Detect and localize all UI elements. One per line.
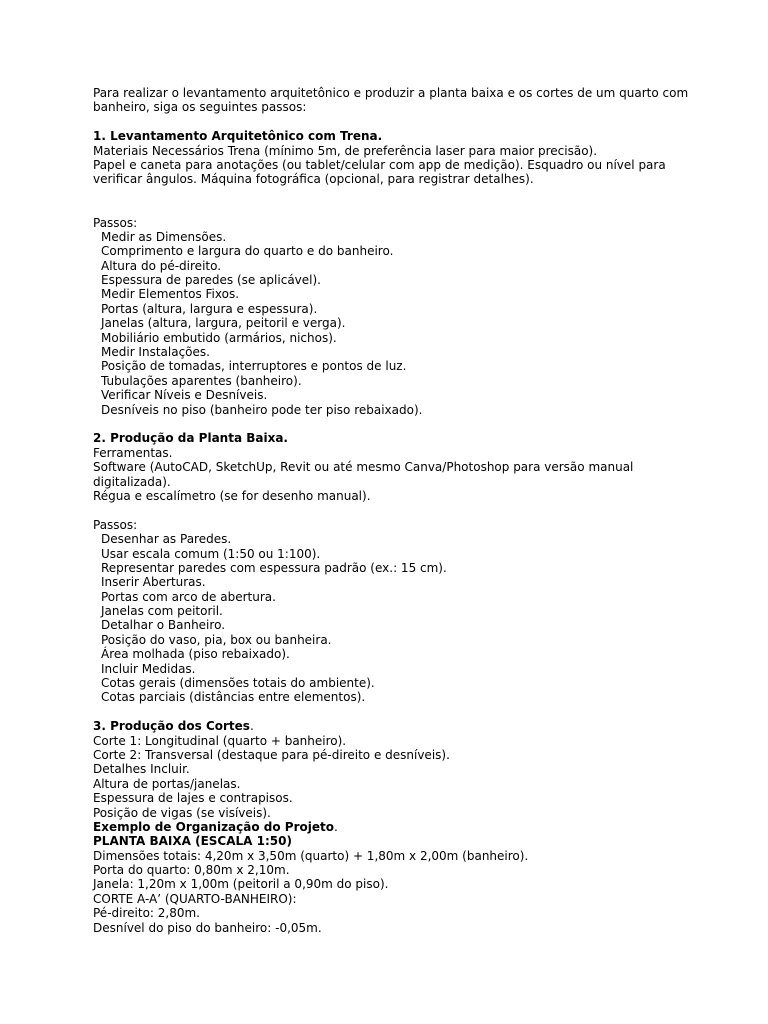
step-item: Janelas (altura, largura, peitoril e verga). xyxy=(101,316,346,331)
steps-label: Passos: xyxy=(93,215,138,230)
example-heading: Exemplo de Organização do Projeto xyxy=(93,819,334,834)
plan-line: Dimensões totais: 4,20m x 3,50m (quarto) + 1,80m x 2,00m (banheiro). xyxy=(93,848,529,863)
step-item: Altura do pé-direito. xyxy=(101,258,222,273)
section-3-heading-period: . xyxy=(249,719,254,734)
section-2 xyxy=(93,431,693,704)
cuts-line: Espessura de lajes e contrapisos. xyxy=(93,791,293,806)
section-1 xyxy=(93,129,693,417)
step-item: Medir Elementos Fixos. xyxy=(101,287,240,302)
tools-line: Régua e escalímetro (se for desenho manual). xyxy=(93,488,371,503)
step-item: Verificar Níveis e Desníveis. xyxy=(101,388,268,403)
step-item: Cotas parciais (distâncias entre elementos). xyxy=(101,690,366,705)
plan-line: Porta do quarto: 0,80m x 2,10m. xyxy=(93,863,290,878)
step-item: Portas com arco de abertura. xyxy=(101,589,276,604)
intro-line: Para realizar o levantamento arquitetônico e produzir a planta baixa e os cortes de um quarto com xyxy=(93,86,689,100)
materials-line: Papel e caneta para anotações (ou tablet/celular com app de medição). Esquadro ou nível para xyxy=(93,157,666,172)
cuts-line: Corte 1: Longitudinal (quarto + banheiro). xyxy=(93,733,347,748)
materials-line: Materiais Necessários Trena (mínimo 5m, de preferência laser para maior precisão). xyxy=(93,143,598,158)
intro-line: banheiro, siga os seguintes passos: xyxy=(93,100,307,115)
section-3-heading: 3. Produção dos Cortes xyxy=(93,719,250,734)
plan-line: Janela: 1,20m x 1,00m (peitoril a 0,90m do piso). xyxy=(93,877,389,892)
intro-paragraph xyxy=(93,86,693,115)
tools-line: Ferramentas. xyxy=(93,445,173,460)
step-item: Desenhar as Paredes. xyxy=(101,532,232,547)
steps-label: Passos: xyxy=(93,517,138,532)
step-item: Representar paredes com espessura padrão (ex.: 15 cm). xyxy=(101,560,447,575)
tools-line: digitalizada). xyxy=(93,474,171,489)
blank-line xyxy=(93,417,693,431)
tools-line: Software (AutoCAD, SketchUp, Revit ou até mesmo Canva/Photoshop para versão manual xyxy=(93,460,634,475)
plan-line: CORTE A-A’ (QUARTO-BANHEIRO): xyxy=(93,891,297,906)
example-heading-line xyxy=(93,820,693,834)
step-item: Medir as Dimensões. xyxy=(101,229,227,244)
example-heading-period: . xyxy=(334,819,338,834)
plan-line: Desnível do piso do banheiro: -0,05m. xyxy=(93,920,322,935)
materials-line: verificar ângulos. Máquina fotográfica (opcional, para registrar detalhes). xyxy=(93,172,534,187)
step-item: Área molhada (piso rebaixado). xyxy=(101,647,290,662)
step-item: Usar escala comum (1:50 ou 1:100). xyxy=(101,546,321,561)
blank-line xyxy=(93,187,693,201)
section-3-heading-line xyxy=(93,719,693,733)
section-3 xyxy=(93,719,693,935)
blank-line xyxy=(93,115,693,129)
step-item: Tubulações aparentes (banheiro). xyxy=(101,373,302,388)
step-item: Posição do vaso, pia, box ou banheira. xyxy=(101,632,332,647)
step-item: Inserir Aberturas. xyxy=(101,575,206,590)
cuts-line: Altura de portas/janelas. xyxy=(93,776,241,791)
step-item: Medir Instalações. xyxy=(101,345,210,360)
blank-line xyxy=(93,503,693,517)
cuts-line: Posição de vigas (se visíveis). xyxy=(93,805,271,820)
blank-line xyxy=(93,201,693,215)
section-1-heading: 1. Levantamento Arquitetônico com Trena. xyxy=(93,129,383,144)
step-item: Espessura de paredes (se aplicável). xyxy=(101,273,321,288)
plan-line: Pé-direito: 2,80m. xyxy=(93,906,200,921)
document-page xyxy=(93,86,693,935)
cuts-line: Corte 2: Transversal (destaque para pé-direito e desníveis). xyxy=(93,747,450,762)
plan-heading: PLANTA BAIXA (ESCALA 1:50) xyxy=(93,834,292,849)
step-item: Posição de tomadas, interruptores e pontos de luz. xyxy=(101,359,407,374)
step-item: Detalhar o Banheiro. xyxy=(101,618,226,633)
step-item: Janelas com peitoril. xyxy=(101,604,223,619)
cuts-line: Detalhes Incluir. xyxy=(93,762,190,777)
step-item: Mobiliário embutido (armários, nichos). xyxy=(101,330,337,345)
step-item: Portas (altura, largura e espessura). xyxy=(101,301,318,316)
step-item: Cotas gerais (dimensões totais do ambiente). xyxy=(101,676,375,691)
step-item: Comprimento e largura do quarto e do banheiro. xyxy=(101,244,394,259)
blank-line xyxy=(93,705,693,719)
section-2-heading: 2. Produção da Planta Baixa. xyxy=(93,431,288,446)
step-item: Incluir Medidas. xyxy=(101,661,196,676)
step-item: Desníveis no piso (banheiro pode ter piso rebaixado). xyxy=(101,402,423,417)
